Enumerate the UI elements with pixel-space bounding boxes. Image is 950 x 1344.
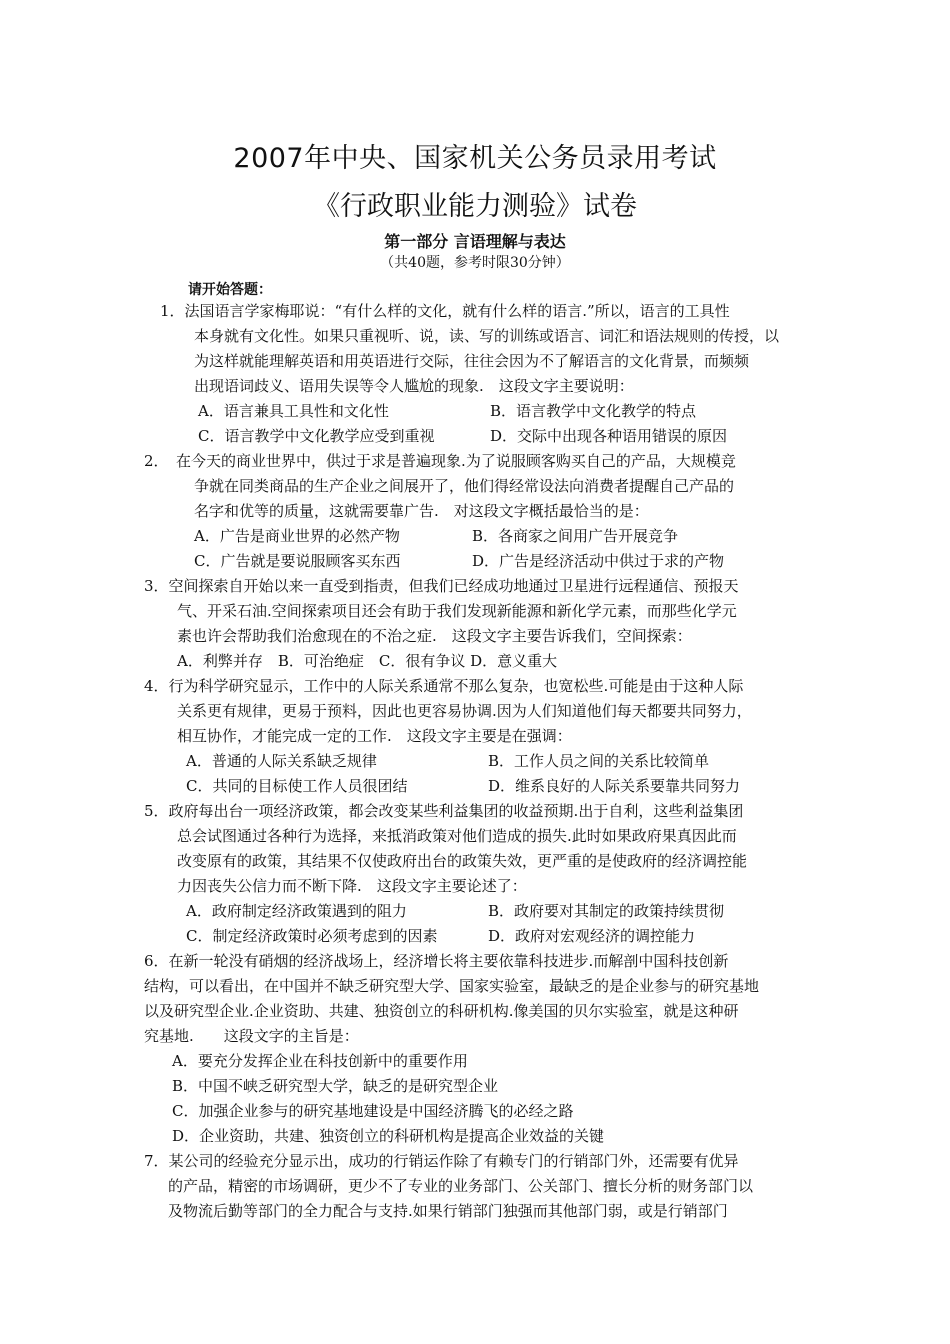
question-5-option-b: B．政府要对其制定的政策持续贯彻 xyxy=(488,902,725,920)
question-2-option-b: B．各商家之间用广告开展竞争 xyxy=(472,527,679,545)
part-title: 第一部分 言语理解与表达 xyxy=(384,232,566,251)
question-6-option-c: C．加强企业参与的研究基地建设是中国经济腾飞的必经之路 xyxy=(172,1102,574,1120)
question-4-line: 相互协作，才能完成一定的工作. 这段文字主要是在强调： xyxy=(177,727,572,745)
question-1-line: 出现语词歧义、语用失误等令人尴尬的现象. 这段文字主要说明： xyxy=(194,377,634,395)
question-4-option-c: C．共同的目标使工作人员很团结 xyxy=(186,777,408,795)
question-3-options: A．利弊并存 B．可治绝症 C．很有争议 D．意义重大 xyxy=(177,652,558,670)
question-4-line: 关系更有规律，更易于预料，因此也更容易协调.因为人们知道他们每天都要共同努力， xyxy=(177,702,752,720)
question-5-option-d: D．政府对宏观经济的调控能力 xyxy=(488,927,696,945)
question-1-line: 为这样就能理解英语和用英语进行交际，往往会因为不了解语言的文化背景，而频频 xyxy=(194,352,750,370)
question-2-option-a: A．广告是商业世界的必然产物 xyxy=(194,527,400,545)
question-1-option-b: B．语言教学中文化教学的特点 xyxy=(490,402,697,420)
question-7-line: 的产品，精密的市场调研，更少不了专业的业务部门、公关部门、擅长分析的财务部门以 xyxy=(168,1177,754,1195)
start-label: 请开始答题： xyxy=(188,282,272,298)
question-1-option-a: A．语言兼具工具性和文化性 xyxy=(198,402,389,420)
question-2-line: 争就在同类商品的生产企业之间展开了，他们得经常设法向消费者提醒自己产品的 xyxy=(194,477,735,495)
question-6-line: 究基地. 这段文字的主旨是： xyxy=(144,1027,359,1045)
question-6-option-d: D．企业资助，共建、独资创立的科研机构是提高企业效益的关键 xyxy=(172,1127,605,1145)
question-5-line: 总会试图通过各种行为选择，来抵消政策对他们造成的损失.此时如果政府果真因此而 xyxy=(177,827,737,845)
question-2-option-d: D．广告是经济活动中供过于求的产物 xyxy=(472,552,725,570)
question-1-option-d: D．交际中出现各种语用错误的原因 xyxy=(490,427,728,445)
question-5-line: 力因丧失公信力而不断下降. 这段文字主要论述了： xyxy=(177,877,527,895)
question-1-line: 本身就有文化性。如果只重视听、说，读、写的训练或语言、词汇和语法规则的传授，以 xyxy=(194,327,780,345)
question-7-line: 7．某公司的经验充分显示出，成功的行销运作除了有赖专门的行销部门外，还需要有优异 xyxy=(144,1152,739,1170)
question-6-option-b: B．中国不峡乏研究型大学，缺乏的是研究型企业 xyxy=(172,1077,499,1095)
question-7-line: 及物流后勤等部门的全力配合与支持.如果行销部门独强而其他部门弱，或是行销部门 xyxy=(168,1202,728,1220)
exam-title-line2: 《行政职业能力测验》试卷 xyxy=(313,191,637,222)
question-3-line: 气、开采石油.空间探索项目还会有助于我们发现新能源和新化学元素，而那些化学元 xyxy=(177,602,737,620)
question-6-option-a: A．要充分发挥企业在科技创新中的重要作用 xyxy=(172,1052,468,1070)
question-6-line: 以及研究型企业.企业资助、共建、独资创立的科研机构.像美国的贝尔实验室，就是这种研 xyxy=(144,1002,739,1020)
part-note: （共40题，参考时限30分钟） xyxy=(380,255,570,271)
question-2-line: 名字和优等的质量，这就需要靠广告. 对这段文字概括最恰当的是： xyxy=(194,502,649,520)
question-4-option-a: A．普通的人际关系缺乏规律 xyxy=(186,752,377,770)
question-4-line: 4．行为科学研究显示，工作中的人际关系通常不那么复杂，也宽松些.可能是由于这种人际 xyxy=(144,677,744,695)
question-6-line: 6．在新一轮没有硝烟的经济战场上，经济增长将主要依靠科技进步.而解剖中国科技创新 xyxy=(144,952,729,970)
question-1-line: 1．法国语言学家梅耶说：“有什么样的文化，就有什么样的语言.”所以，语言的工具性 xyxy=(160,302,730,320)
question-2-line: 2． 在今天的商业世界中，供过于求是普遍现象.为了说服顾客购买自己的产品，大规模竞 xyxy=(144,452,736,470)
question-6-line: 结构，可以看出，在中国并不缺乏研究型大学、国家实验室，最缺乏的是企业参与的研究基地 xyxy=(144,977,760,995)
question-5-line: 改变原有的政策，其结果不仅使政府出台的政策失效，更严重的是使政府的经济调控能 xyxy=(177,852,748,870)
exam-title-line1: 2007年中央、国家机关公务员录用考试 xyxy=(233,143,717,174)
question-3-line: 素也许会帮助我们治愈现在的不治之症. 这段文字主要告诉我们，空间探索： xyxy=(177,627,692,645)
question-3-line: 3．空间探索自开始以来一直受到指责，但我们已经成功地通过卫星进行远程通信、预报天 xyxy=(144,577,739,595)
question-4-option-d: D．维系良好的人际关系要靠共同努力 xyxy=(488,777,741,795)
question-5-line: 5．政府每出台一项经济政策，都会改变某些利益集团的收益预期.出于自利，这些利益集团 xyxy=(144,802,744,820)
question-5-option-c: C．制定经济政策时必须考虑到的因素 xyxy=(186,927,438,945)
question-5-option-a: A．政府制定经济政策遇到的阻力 xyxy=(186,902,407,920)
question-4-option-b: B．工作人员之间的关系比较简单 xyxy=(488,752,710,770)
question-1-option-c: C．语言教学中文化教学应受到重视 xyxy=(198,427,435,445)
question-2-option-c: C．广告就是要说服顾客买东西 xyxy=(194,552,401,570)
